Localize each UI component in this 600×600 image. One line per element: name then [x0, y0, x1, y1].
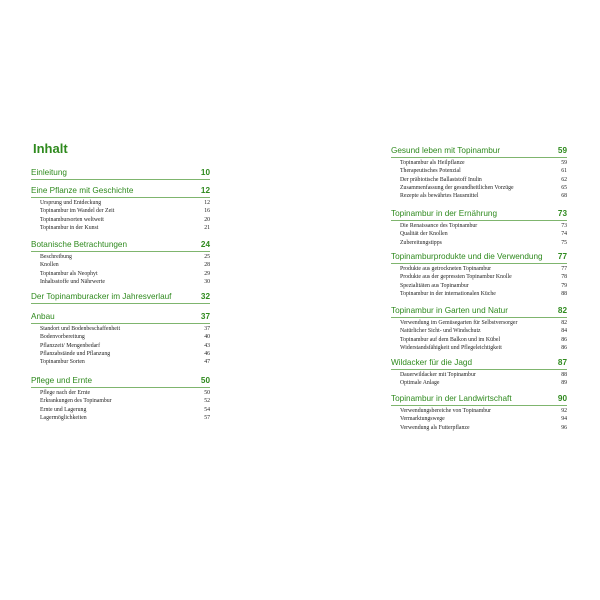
toc-section-heading[interactable] — [391, 146, 567, 158]
entry-label: Standort und Bodenbeschaffenheit — [40, 326, 121, 332]
toc-entry[interactable] — [391, 159, 567, 167]
section-title: Topinambur in der Ernährung — [391, 209, 498, 218]
entry-page-number: 68 — [561, 193, 567, 200]
entry-page-number: 88 — [561, 291, 567, 298]
section-page-number: 77 — [557, 252, 567, 261]
toc-section-heading[interactable] — [391, 209, 567, 221]
toc-section — [31, 292, 210, 304]
section-title: Topinambur in der Landwirtschaft — [391, 394, 512, 403]
entry-page-number: 57 — [204, 415, 210, 422]
entry-label: Erkrankungen des Topinambur — [40, 398, 112, 405]
toc-section — [391, 358, 567, 388]
toc-entry[interactable] — [391, 327, 567, 335]
entry-page-number: 61 — [561, 168, 567, 175]
toc-section — [31, 240, 210, 286]
entry-page-number: 77 — [561, 266, 567, 272]
section-title: Einleitung — [31, 168, 67, 177]
toc-section-heading[interactable] — [31, 312, 210, 324]
section-page-number: 12 — [200, 186, 210, 195]
entry-label: Optimale Anlage — [400, 380, 440, 387]
entry-label: Der präbiotische Ballaststoff Inulin — [400, 176, 482, 183]
entry-label: Qualität der Knollen — [400, 231, 448, 238]
entry-page-number: 29 — [204, 270, 210, 277]
entry-page-number: 82 — [561, 320, 567, 326]
entry-page-number: 84 — [561, 328, 567, 335]
toc-entry[interactable] — [391, 265, 567, 273]
section-page-number: 82 — [557, 306, 567, 315]
entry-page-number: 75 — [561, 239, 567, 246]
toc-section-heading[interactable] — [31, 240, 210, 252]
entry-page-number: 46 — [204, 351, 210, 358]
entry-label: Lagermöglichkeiten — [40, 415, 87, 422]
entry-page-number: 65 — [561, 185, 567, 192]
toc-entry[interactable] — [391, 379, 567, 387]
entry-label: Rezepte als bewährtes Hausmittel — [400, 193, 479, 200]
toc-entry[interactable] — [391, 282, 567, 290]
toc-entry-list — [391, 319, 567, 352]
toc-entry-list — [31, 325, 210, 367]
toc-entry[interactable] — [391, 407, 567, 415]
toc-section-heading[interactable] — [31, 168, 210, 180]
toc-entry[interactable] — [391, 184, 567, 192]
entry-page-number: 50 — [204, 390, 210, 396]
toc-entry[interactable] — [31, 224, 210, 232]
entry-page-number: 20 — [204, 216, 210, 223]
section-title: Pflege und Ernte — [31, 376, 92, 385]
section-title: Gesund leben mit Topinambur — [391, 146, 501, 155]
entry-label: Vermarktungswege — [400, 416, 445, 423]
entry-label: Verwendungsbereiche von Topinambur — [400, 408, 491, 414]
section-title: Topinamburprodukte und die Verwendung — [391, 252, 543, 261]
toc-entry-list — [31, 389, 210, 422]
toc-entry[interactable] — [391, 336, 567, 344]
toc-entry[interactable] — [31, 199, 210, 207]
toc-entry[interactable] — [31, 389, 210, 397]
entry-label: Ernte und Lagerung — [40, 406, 87, 413]
entry-label: Zusammenfassung der gesundheitlichen Vorzüge — [400, 185, 514, 192]
toc-section-heading[interactable] — [391, 358, 567, 370]
toc-entry[interactable] — [31, 253, 210, 261]
entry-label: Pflanzabstände und Pflanzung — [40, 351, 111, 358]
section-page-number: 37 — [200, 312, 210, 321]
toc-entry-list — [391, 159, 567, 201]
entry-page-number: 40 — [204, 334, 210, 341]
section-page-number: 32 — [200, 292, 210, 301]
entry-page-number: 12 — [204, 200, 210, 206]
toc-section — [31, 186, 210, 232]
entry-page-number: 86 — [561, 345, 567, 352]
toc-section-heading[interactable] — [31, 186, 210, 198]
section-page-number: 87 — [557, 358, 567, 367]
entry-page-number: 79 — [561, 282, 567, 289]
toc-entry[interactable] — [31, 414, 210, 422]
entry-label: Topinambur Sorten — [40, 359, 85, 366]
entry-label: Topinambur im Wandel der Zeit — [40, 208, 115, 215]
entry-label: Beschreibung — [40, 254, 72, 260]
toc-section-heading[interactable] — [391, 252, 567, 264]
toc-entry[interactable] — [391, 273, 567, 281]
entry-label: Knollen — [40, 262, 59, 269]
page-title: Inhalt — [33, 141, 68, 156]
toc-entry[interactable] — [31, 270, 210, 278]
entry-label: Zubereitungstipps — [400, 239, 442, 246]
entry-label: Topinambursorten weltweit — [40, 216, 104, 223]
entry-label: Therapeutisches Potenzial — [400, 168, 461, 175]
entry-page-number: 73 — [561, 223, 567, 229]
toc-entry-list — [391, 222, 567, 247]
toc-entry[interactable] — [391, 192, 567, 200]
entry-label: Topinambur als Neophyt — [40, 270, 98, 277]
toc-entry[interactable] — [391, 222, 567, 230]
toc-entry-list — [391, 371, 567, 388]
toc-entry[interactable] — [391, 176, 567, 184]
entry-label: Topinambur auf dem Balkon und im Kübel — [400, 336, 501, 343]
entry-page-number: 59 — [561, 160, 567, 166]
entry-page-number: 54 — [204, 406, 210, 413]
entry-page-number: 28 — [204, 262, 210, 269]
toc-section-heading[interactable] — [31, 292, 210, 304]
toc-section-heading[interactable] — [391, 394, 567, 406]
toc-entry[interactable] — [31, 358, 210, 366]
entry-page-number: 37 — [204, 326, 210, 332]
entry-page-number: 88 — [561, 372, 567, 378]
entry-label: Bodenvorbereitung — [40, 334, 85, 341]
toc-entry-list — [31, 253, 210, 286]
entry-label: Spezialitäten aus Topinambur — [400, 282, 469, 289]
toc-entry[interactable] — [31, 261, 210, 269]
entry-page-number: 62 — [561, 176, 567, 183]
section-page-number: 73 — [557, 209, 567, 218]
entry-label: Topinambur in der Kunst — [40, 225, 99, 232]
entry-page-number: 94 — [561, 416, 567, 423]
section-page-number: 90 — [557, 394, 567, 403]
entry-label: Inhaltsstoffe und Nährwerte — [40, 279, 105, 286]
entry-page-number: 86 — [561, 336, 567, 343]
entry-label: Natürlicher Sicht- und Windschutz — [400, 328, 481, 335]
entry-label: Verwendung im Gemüsegarten für Selbstversorger — [400, 320, 518, 326]
toc-entry[interactable] — [391, 344, 567, 352]
toc-section — [31, 376, 210, 422]
section-title: Topinambur in Garten und Natur — [391, 306, 508, 315]
toc-entry[interactable] — [31, 350, 210, 358]
entry-page-number: 89 — [561, 380, 567, 387]
entry-page-number: 74 — [561, 231, 567, 238]
entry-label: Dauerwildacker mit Topinambur — [400, 372, 476, 378]
entry-label: Die Renaissance des Topinambur — [400, 223, 478, 229]
entry-label: Pflege nach der Ernte — [40, 390, 91, 396]
entry-label: Verwendung als Futterpflanze — [400, 424, 470, 431]
toc-entry[interactable] — [31, 207, 210, 215]
toc-entry-list — [391, 407, 567, 432]
toc-section — [31, 168, 210, 180]
section-page-number: 50 — [200, 376, 210, 385]
toc-section — [391, 209, 567, 247]
section-title: Wildacker für die Jagd — [391, 358, 472, 367]
toc-entry[interactable] — [31, 406, 210, 414]
entry-label: Pflanzzeit/ Mengenbedarf — [40, 342, 101, 349]
toc-entry[interactable] — [31, 342, 210, 350]
section-title: Der Topinamburacker im Jahresverlauf — [31, 292, 172, 301]
entry-page-number: 78 — [561, 274, 567, 281]
entry-page-number: 43 — [204, 342, 210, 349]
section-page-number: 10 — [200, 168, 210, 177]
entry-page-number: 92 — [561, 408, 567, 414]
toc-entry-list — [31, 199, 210, 232]
toc-section — [31, 312, 210, 367]
toc-section — [391, 252, 567, 298]
entry-label: Topinambur als Heilpflanze — [400, 160, 465, 166]
toc-entry[interactable] — [31, 278, 210, 286]
toc-section — [391, 394, 567, 432]
toc-section-heading[interactable] — [391, 306, 567, 318]
toc-entry[interactable] — [391, 230, 567, 238]
entry-page-number: 52 — [204, 398, 210, 405]
section-title: Anbau — [31, 312, 55, 321]
entry-page-number: 25 — [204, 254, 210, 260]
toc-entry[interactable] — [391, 371, 567, 379]
toc-entry[interactable] — [391, 424, 567, 432]
toc-section — [391, 146, 567, 201]
entry-label: Produkte aus getrockneten Topinambur — [400, 266, 492, 272]
toc-entry[interactable] — [391, 290, 567, 298]
entry-label: Ursprung und Entdeckung — [40, 200, 102, 206]
entry-label: Produkte aus der gepressten Topinambur Knolle — [400, 274, 512, 281]
toc-entry[interactable] — [391, 415, 567, 423]
toc-entry-list — [391, 265, 567, 298]
toc-entry[interactable] — [391, 239, 567, 247]
section-page-number: 59 — [557, 146, 567, 155]
entry-label: Widerstandsfähigkeit und Pflegeleichtigkeit — [400, 345, 502, 352]
toc-section-heading[interactable] — [31, 376, 210, 388]
toc-entry[interactable] — [391, 167, 567, 175]
toc-entry[interactable] — [31, 333, 210, 341]
section-title: Eine Pflanze mit Geschichte — [31, 186, 134, 195]
toc-section — [391, 306, 567, 352]
section-title: Botanische Betrachtungen — [31, 240, 128, 249]
toc-entry[interactable] — [391, 319, 567, 327]
entry-page-number: 30 — [204, 279, 210, 286]
toc-entry[interactable] — [31, 325, 210, 333]
section-page-number: 24 — [200, 240, 210, 249]
entry-page-number: 47 — [204, 359, 210, 366]
toc-entry[interactable] — [31, 216, 210, 224]
entry-page-number: 21 — [204, 225, 210, 232]
entry-label: Topinambur in der internationalen Küche — [400, 291, 496, 298]
entry-page-number: 96 — [561, 424, 567, 431]
toc-entry[interactable] — [31, 397, 210, 405]
entry-page-number: 16 — [204, 208, 210, 215]
